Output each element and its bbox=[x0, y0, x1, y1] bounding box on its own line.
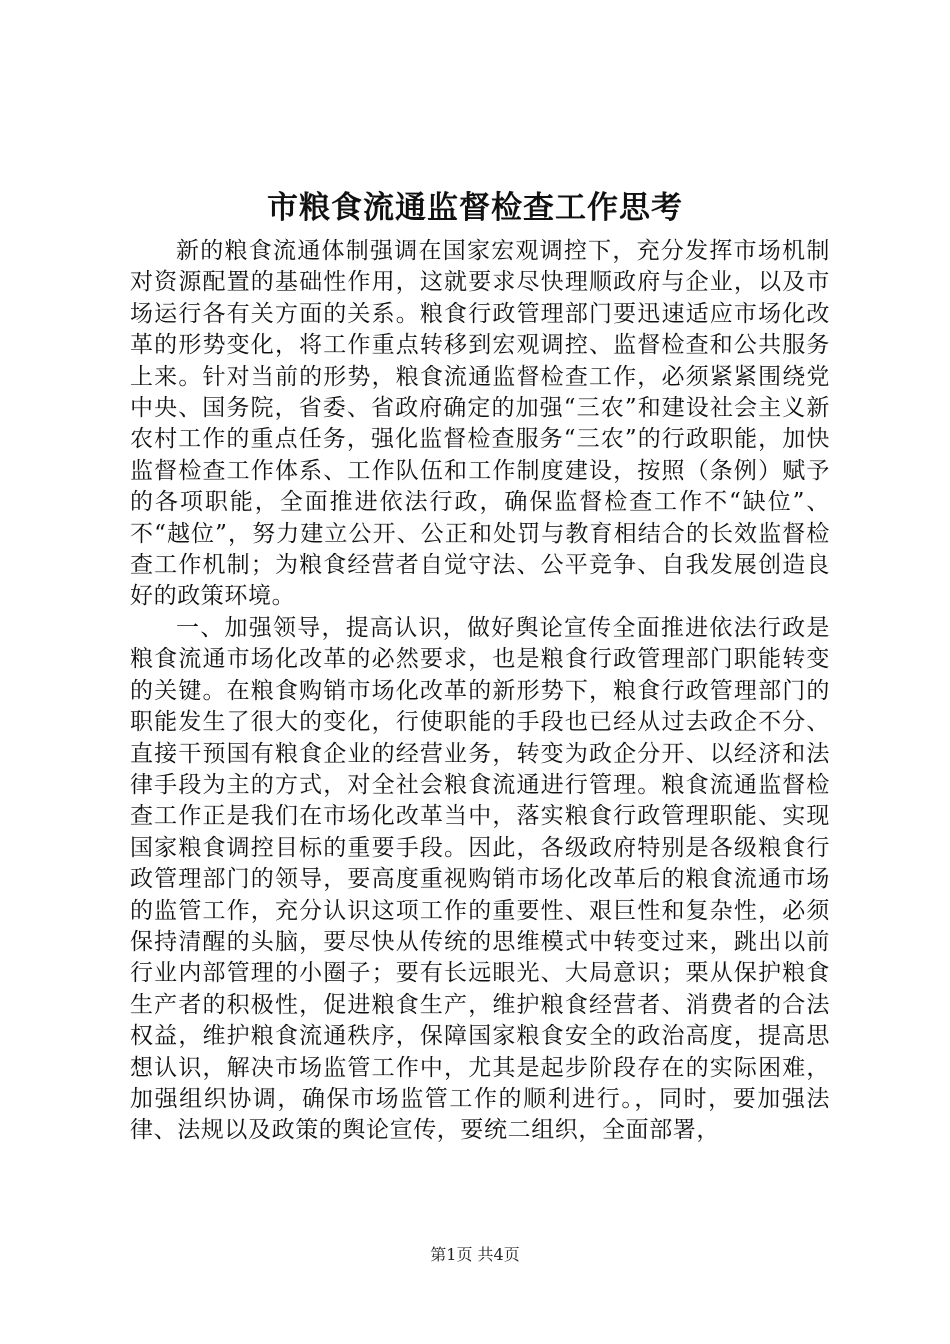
page-footer: 第1页 共4页 bbox=[430, 1245, 520, 1264]
document-title: 市粮食流通监督检查工作思考 bbox=[267, 190, 683, 226]
paragraph-section-one: 一、加强领导，提高认识，做好舆论宣传全面推进依法行政是粮食流通市场化改革的必然要求，也是粮食行政管理部门职能转变的关键。在粮食购销市场化改革的新形势下，粮食行政管理部门的职能发生了很大的变化，行使职能的手段也已经从过去政企不分、直接干预国有粮食企业的经营业务，转变为政企分开、以经济和法律手段为主的方式，对全社会粮食流通进行管理。粮食流通监督检查工作正是我们在市场化改革当中，落实粮食行政管理职能、实现国家粮食调控目标的重要手段。因此，各级政府特别是各级粮食行政管理部门的领导，要高度重视购销市场化改革后的粮食流通市场的监管工作，充分认识这项工作的重要性、艰巨性和复杂性，必须保持清醒的头脑，要尽快从传统的思维模式中转变过来，跳出以前行业内部管理的小圈子；要有长远眼光、大局意识；栗从保护粮食生产者的积极性，促进粮食生产，维护粮食经营者、消费者的合法权益，维护粮食流通秩序，保障国家粮食安全的政治高度，提高思想认识，解决市场监管工作中，尤其是起步阶段存在的实际困难，加强组织协调，确保市场监管工作的顺利进行。，同时，要加强法律、法规以及政策的舆论宣传，要统二组织，全面部署， bbox=[130, 614, 830, 1144]
paragraph-intro: 新的粮食流通体制强调在国家宏观调控下，充分发挥市场机制对资源配置的基础性作用，这就要求尽快理顺政府与企业，以及市场运行各有关方面的关系。粮食行政管理部门要迅速适应市场化改革的形势变化，将工作重点转移到宏观调控、监督检查和公共服务上来。针对当前的形势，粮食流通监督检查工作，必须紧紧围绕党中央、国务院，省委、省政府确定的加强“三农”和建设社会主义新农村工作的重点任务，强化监督检查服务“三农”的行政职能，加快监督检查工作体系、工作队伍和工作制度建设，按照（条例）赋予的各项职能，全面推进依法行政，确保监督检查工作不“缺位”、不“越位”，努力建立公开、公正和处罚与教育相结合的长效监督检查工作机制；为粮食经营者自觉守法、公平竞争、自我发展创造良好的政策环境。 bbox=[130, 238, 830, 610]
document-body bbox=[130, 236, 830, 1147]
